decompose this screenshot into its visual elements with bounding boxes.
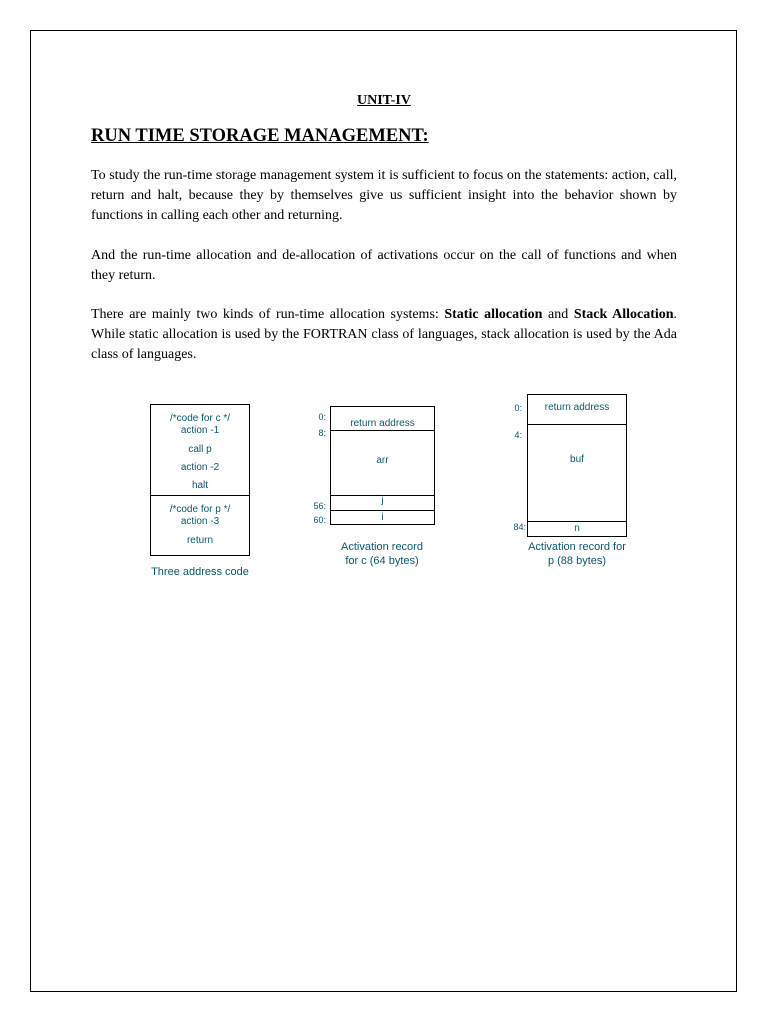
record-c-offset: 0: xyxy=(318,412,326,422)
record-p-offset: 0: xyxy=(514,403,522,413)
record-p-divider xyxy=(527,521,627,522)
code-c-line: action -2 xyxy=(180,462,220,473)
code-divider xyxy=(150,495,250,496)
record-c-cell: arr xyxy=(376,455,389,466)
code-c-line: call p xyxy=(188,444,212,455)
record-c-divider xyxy=(330,430,435,431)
record-p-offset: 4: xyxy=(514,430,522,440)
record-c-cell: i xyxy=(381,512,384,523)
stack-allocation-term: Stack Allocation xyxy=(573,307,674,322)
code-c-line: action -1 xyxy=(180,425,220,436)
record-p-caption: p (88 bytes) xyxy=(547,555,607,567)
record-p-offset: 84: xyxy=(513,522,526,532)
record-p-cell: buf xyxy=(570,454,584,465)
paragraph-3-text-a: There are mainly two kinds of run-time allocation systems: xyxy=(91,307,445,322)
paragraph-3-text-c: . While static allocation is used by the FORTRAN class of languages, stack allocation is used by the Ada class of languages. xyxy=(91,307,678,362)
code-p-line: return xyxy=(186,535,214,546)
record-c-offset: 60: xyxy=(313,515,326,525)
record-c-divider xyxy=(330,510,435,511)
record-c-offset: 8: xyxy=(318,428,326,438)
code-p-line: action -3 xyxy=(180,516,220,527)
record-p-caption: Activation record for xyxy=(528,541,626,553)
record-c-cell: return address xyxy=(350,418,415,429)
record-c-cell: j xyxy=(381,495,384,506)
section-title: RUN TIME STORAGE MANAGEMENT: xyxy=(91,126,429,146)
paragraph-3-text-b: and xyxy=(542,307,574,322)
unit-heading: UNIT-IV xyxy=(357,93,411,108)
record-p-cell: return address xyxy=(544,402,610,413)
record-c-offset: 56: xyxy=(313,501,326,511)
record-p-cell: n xyxy=(574,523,580,534)
static-allocation-term: Static allocation xyxy=(444,307,543,322)
code-c-line: halt xyxy=(191,480,209,491)
record-c-caption: Activation record xyxy=(341,541,423,553)
code-c-comment: /*code for c */ xyxy=(169,413,231,424)
record-c-caption: for c (64 bytes) xyxy=(345,555,419,567)
code-p-comment: /*code for p */ xyxy=(169,504,231,515)
record-p-divider xyxy=(527,424,627,425)
paragraph-1: To study the run-time storage management system it is sufficient to focus on the statements: action, call, return and halt, because they by themselves give us sufficient insight into the behavior shown by functions in calling each other and returning. xyxy=(91,168,677,223)
three-address-code-caption: Three address code xyxy=(151,566,249,578)
paragraph-2: And the run-time allocation and de-allocation of activations occur on the call of functions and when they return. xyxy=(91,248,677,283)
